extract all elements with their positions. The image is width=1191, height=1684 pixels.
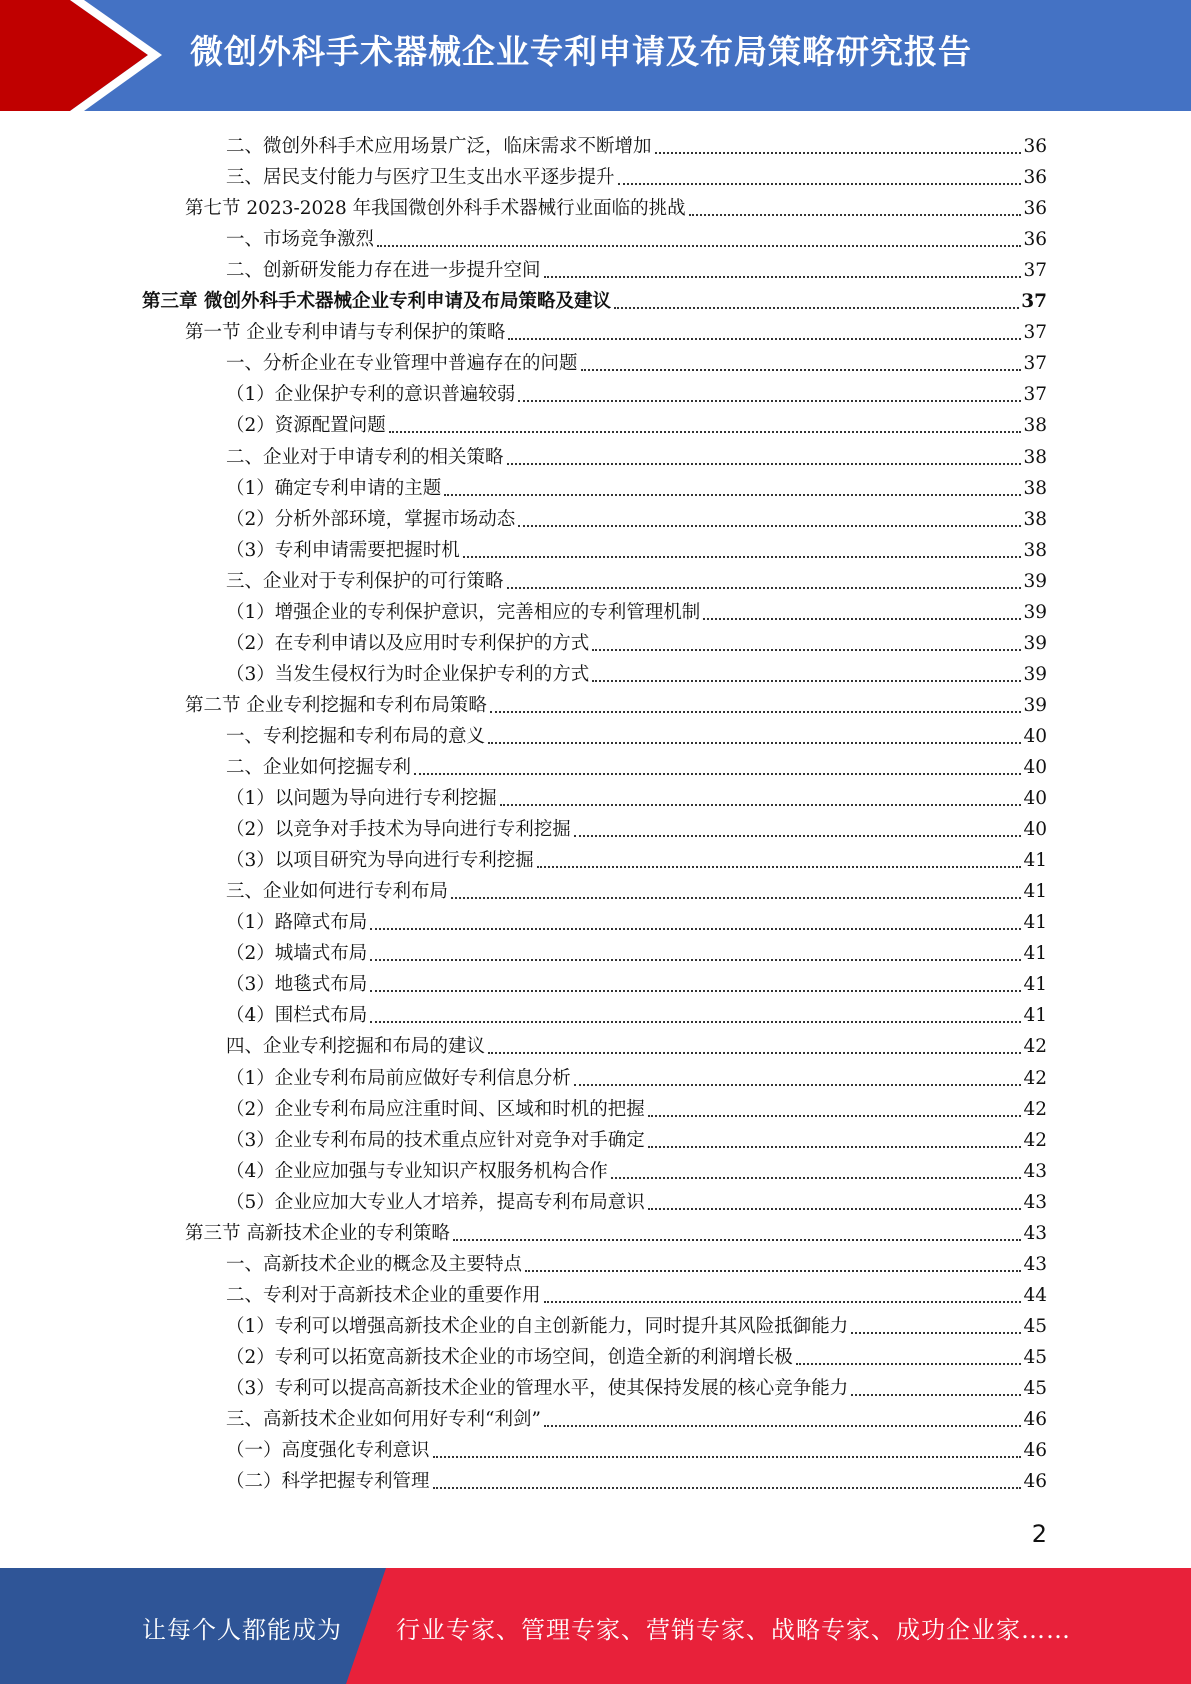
- toc-entry[interactable]: [226, 252, 1047, 283]
- toc-dot-leader: [648, 1208, 1022, 1210]
- toc-dot-leader: [655, 152, 1022, 154]
- toc-entry-page: 43: [1023, 1160, 1047, 1182]
- toc-entry-page: 39: [1023, 601, 1047, 623]
- toc-entry-page: 39: [1023, 570, 1047, 592]
- toc-dot-leader: [796, 1363, 1022, 1365]
- toc-entry-title: 三、居民支付能力与医疗卫生支出水平逐步提升: [226, 167, 615, 189]
- toc-entry-page: 37: [1023, 260, 1047, 282]
- toc-dot-leader: [444, 494, 1021, 496]
- toc-entry-page: 38: [1023, 508, 1047, 530]
- toc-entry[interactable]: [226, 780, 1047, 811]
- toc-dot-leader: [453, 1239, 1022, 1241]
- toc-dot-leader: [377, 245, 1021, 247]
- toc-entry[interactable]: [226, 1246, 1047, 1277]
- toc-entry-title: （3）专利可以提高高新技术企业的管理水平，使其保持发展的核心竞争能力: [226, 1378, 849, 1399]
- toc-entry[interactable]: [226, 1277, 1047, 1308]
- toc-entry[interactable]: [226, 873, 1047, 904]
- toc-entry[interactable]: [226, 128, 1047, 159]
- toc-entry-page: 43: [1023, 1222, 1047, 1244]
- toc-entry-title: 第二节 企业专利挖掘和专利布局策略: [185, 694, 487, 716]
- toc-dot-leader: [414, 773, 1021, 775]
- toc-entry[interactable]: [226, 1463, 1047, 1494]
- toc-entry[interactable]: [226, 532, 1047, 563]
- toc-entry-page: 40: [1023, 725, 1047, 747]
- toc-entry-title: 第三节 高新技术企业的专利策略: [185, 1222, 450, 1244]
- toc-entry[interactable]: [226, 594, 1047, 625]
- toc-entry-page: 42: [1023, 1098, 1047, 1120]
- toc-dot-leader: [433, 1456, 1022, 1458]
- toc-entry-title: （1）增强企业的专利保护意识，完善相应的专利管理机制: [226, 601, 701, 623]
- toc-entry-page: 37: [1023, 322, 1047, 344]
- toc-entry-title: （4）围栏式布局: [226, 1005, 368, 1027]
- toc-dot-leader: [648, 1115, 1022, 1117]
- toc-entry-title: （3）专利申请需要把握时机: [226, 539, 460, 561]
- toc-entry[interactable]: [226, 1122, 1047, 1153]
- toc-entry-page: 41: [1023, 881, 1047, 903]
- toc-dot-leader: [370, 1021, 1021, 1023]
- toc-entry[interactable]: [226, 501, 1047, 532]
- toc-entry[interactable]: [226, 470, 1047, 501]
- toc-entry-page: 36: [1023, 198, 1047, 220]
- toc-entry-title: 二、创新研发能力存在进一步提升空间: [226, 260, 541, 282]
- toc-dot-leader: [544, 1425, 1022, 1427]
- toc-dot-leader: [544, 276, 1022, 278]
- toc-entry-title: 三、高新技术企业如何用好专利“利剑”: [226, 1409, 541, 1431]
- toc-dot-leader: [389, 431, 1022, 433]
- toc-entry-page: 46: [1023, 1409, 1047, 1431]
- toc-entry-page: 37: [1023, 384, 1047, 406]
- toc-entry-page: 39: [1023, 663, 1047, 685]
- toc-entry[interactable]: [226, 1432, 1047, 1463]
- toc-dot-leader: [500, 804, 1022, 806]
- toc-dot-leader: [451, 897, 1021, 899]
- toc-dot-leader: [537, 866, 1022, 868]
- toc-entry-page: 40: [1023, 757, 1047, 778]
- toc-entry-page: 42: [1023, 1036, 1047, 1058]
- toc-dot-leader: [370, 959, 1021, 961]
- toc-entry-page: 41: [1023, 912, 1047, 934]
- toc-entry[interactable]: [226, 1401, 1047, 1432]
- toc-entry[interactable]: [226, 749, 1047, 780]
- toc-entry-page: 36: [1023, 136, 1047, 157]
- toc-entry-title: （2）企业专利布局应注重时间、区域和时机的把握: [226, 1098, 645, 1120]
- toc-entry-title: 第三章 微创外科手术器械企业专利申请及布局策略及建议: [142, 291, 611, 313]
- toc-entry-title: （1）路障式布局: [226, 912, 368, 934]
- toc-entry-title: （2）专利可以拓宽高新技术企业的市场空间，创造全新的利润增长极: [226, 1346, 793, 1368]
- toc-entry-page: 46: [1023, 1440, 1047, 1462]
- toc-entry[interactable]: [226, 997, 1047, 1028]
- toc-entry[interactable]: [226, 563, 1047, 594]
- toc-entry-page: 41: [1023, 1005, 1047, 1027]
- toc-entry-title: （二）科学把握专利管理: [226, 1471, 430, 1493]
- toc-entry-title: （2）在专利申请以及应用时专利保护的方式: [226, 632, 590, 654]
- toc-entry[interactable]: [185, 190, 1047, 221]
- toc-entry-page: 41: [1023, 974, 1047, 996]
- toc-dot-leader: [851, 1394, 1021, 1396]
- toc-entry[interactable]: [226, 1028, 1047, 1059]
- toc-entry-page: 43: [1023, 1253, 1047, 1275]
- toc-entry[interactable]: [226, 842, 1047, 873]
- toc-dot-leader: [851, 1332, 1021, 1334]
- toc-dot-leader: [544, 1301, 1022, 1303]
- toc-dot-leader: [592, 649, 1021, 651]
- toc-dot-leader: [507, 587, 1022, 589]
- toc-entry-page: 39: [1023, 632, 1047, 654]
- toc-entry-title: 三、企业如何进行专利布局: [226, 881, 449, 903]
- toc-dot-leader: [611, 1177, 1022, 1179]
- toc-dot-leader: [574, 835, 1022, 837]
- toc-entry-title: 二、企业对于申请专利的相关策略: [226, 446, 504, 468]
- page-number: 2: [1031, 1520, 1047, 1548]
- toc-dot-leader: [463, 556, 1022, 558]
- toc-dot-leader: [433, 1487, 1022, 1489]
- toc-dot-leader: [507, 463, 1022, 465]
- toc-entry[interactable]: [226, 904, 1047, 935]
- toc-entry[interactable]: [226, 1060, 1047, 1091]
- toc-dot-leader: [648, 1146, 1022, 1148]
- toc-entry[interactable]: [226, 407, 1047, 438]
- toc-dot-leader: [618, 183, 1022, 185]
- toc-entry[interactable]: [226, 1370, 1047, 1401]
- toc-entry-page: 38: [1023, 415, 1047, 437]
- toc-entry-title: （2）资源配置问题: [226, 415, 386, 437]
- toc-entry-title: （2）以竞争对手技术为导向进行专利挖掘: [226, 819, 571, 841]
- toc-entry-title: （1）确定专利申请的主题: [226, 477, 442, 499]
- toc-entry[interactable]: [226, 376, 1047, 407]
- toc-entry-page: 40: [1023, 788, 1047, 810]
- toc-dot-leader: [370, 990, 1021, 992]
- toc-entry[interactable]: [226, 656, 1047, 687]
- toc-entry-title: 四、企业专利挖掘和布局的建议: [226, 1036, 486, 1058]
- toc-entry[interactable]: [226, 811, 1047, 842]
- toc-entry-title: （3）地毯式布局: [226, 974, 368, 996]
- toc-entry-page: 39: [1023, 694, 1047, 716]
- toc-entry[interactable]: [142, 283, 1047, 314]
- toc-entry-title: 一、市场竞争激烈: [226, 229, 375, 251]
- toc-entry[interactable]: [226, 221, 1047, 252]
- toc-entry-title: （1）专利可以增强高新技术企业的自主创新能力，同时提升其风险抵御能力: [226, 1315, 849, 1337]
- toc-dot-leader: [703, 618, 1021, 620]
- toc-entry[interactable]: [226, 1153, 1047, 1184]
- toc-dot-leader: [592, 680, 1021, 682]
- toc-entry-title: 三、企业对于专利保护的可行策略: [226, 570, 504, 592]
- toc-dot-leader: [581, 369, 1022, 371]
- toc-entry-title: （2）城墙式布局: [226, 943, 368, 965]
- toc-entry-title: 二、企业如何挖掘专利: [226, 757, 412, 778]
- toc-entry[interactable]: [226, 1339, 1047, 1370]
- toc-entry[interactable]: [226, 718, 1047, 749]
- toc-entry-title: 第一节 企业专利申请与专利保护的策略: [185, 322, 506, 344]
- toc-entry-page: 44: [1023, 1284, 1047, 1306]
- toc-entry-title: （3）以项目研究为导向进行专利挖掘: [226, 850, 534, 872]
- toc-entry-page: 36: [1023, 167, 1047, 189]
- report-footer: [0, 1568, 1191, 1684]
- toc-entry-page: 38: [1023, 477, 1047, 499]
- toc-entry-title: （5）企业应加大专业人才培养，提高专利布局意识: [226, 1191, 645, 1213]
- toc-entry-title: 二、微创外科手术应用场景广泛，临床需求不断增加: [226, 136, 652, 157]
- report-header: [0, 0, 1191, 111]
- toc-entry-page: 46: [1023, 1471, 1047, 1493]
- toc-dot-leader: [614, 307, 1019, 309]
- toc-entry[interactable]: [226, 439, 1047, 470]
- toc-entry[interactable]: [226, 159, 1047, 190]
- toc-dot-leader: [508, 338, 1021, 340]
- toc-entry-page: 45: [1023, 1346, 1047, 1368]
- footer-slogan-right: 行业专家、管理专家、营销专家、战略专家、成功企业家……: [396, 1616, 1071, 1644]
- toc-entry[interactable]: [226, 1308, 1047, 1339]
- toc-entry[interactable]: [185, 314, 1047, 345]
- toc-entry-page: 37: [1021, 291, 1047, 313]
- toc-entry[interactable]: [185, 1215, 1047, 1246]
- toc-dot-leader: [689, 214, 1022, 216]
- toc-entry[interactable]: [226, 625, 1047, 656]
- toc-entry-title: （2）分析外部环境，掌握市场动态: [226, 508, 516, 530]
- toc-entry-title: （一）高度强化专利意识: [226, 1440, 430, 1462]
- toc-entry[interactable]: [226, 935, 1047, 966]
- toc-entry-page: 40: [1023, 819, 1047, 841]
- toc-dot-leader: [488, 1052, 1021, 1054]
- toc-entry[interactable]: [185, 687, 1047, 718]
- toc-entry-page: 38: [1023, 539, 1047, 561]
- toc-entry-title: （1）企业专利布局前应做好专利信息分析: [226, 1067, 571, 1089]
- toc-dot-leader: [518, 400, 1021, 402]
- toc-dot-leader: [488, 742, 1021, 744]
- footer-slogan-left: 让每个人都能成为: [142, 1616, 342, 1644]
- toc-entry-title: （3）当发生侵权行为时企业保护专利的方式: [226, 663, 590, 685]
- toc-dot-leader: [370, 928, 1021, 930]
- toc-entry-title: 一、分析企业在专业管理中普遍存在的问题: [226, 353, 578, 375]
- toc-entry-title: 一、高新技术企业的概念及主要特点: [226, 1253, 523, 1275]
- toc-entry-page: 41: [1023, 943, 1047, 965]
- toc-entry-title: （1）以问题为导向进行专利挖掘: [226, 788, 497, 810]
- toc-entry-title: （3）企业专利布局的技术重点应针对竞争对手确定: [226, 1129, 645, 1151]
- toc-entry-page: 45: [1023, 1315, 1047, 1337]
- toc-dot-leader: [518, 525, 1021, 527]
- toc-entry-page: 43: [1023, 1191, 1047, 1213]
- toc-entry[interactable]: [226, 1184, 1047, 1215]
- toc-entry[interactable]: [226, 1091, 1047, 1122]
- toc-entry-title: （1）企业保护专利的意识普遍较弱: [226, 384, 516, 406]
- toc-entry-page: 45: [1023, 1378, 1047, 1399]
- toc-dot-leader: [574, 1084, 1022, 1086]
- toc-entry-page: 36: [1023, 229, 1047, 251]
- toc-entry-title: 二、专利对于高新技术企业的重要作用: [226, 1284, 541, 1306]
- toc-entry-page: 42: [1023, 1067, 1047, 1089]
- toc-dot-leader: [525, 1270, 1021, 1272]
- toc-entry[interactable]: [226, 345, 1047, 376]
- toc-dot-leader: [490, 711, 1022, 713]
- toc-entry[interactable]: [226, 966, 1047, 997]
- report-title: 微创外科手术器械企业专利申请及布局策略研究报告: [190, 32, 972, 71]
- toc-entry-page: 37: [1023, 353, 1047, 375]
- toc-entry-page: 41: [1023, 850, 1047, 872]
- toc-entry-title: 一、专利挖掘和专利布局的意义: [226, 725, 486, 747]
- toc-entry-page: 38: [1023, 446, 1047, 468]
- toc-entry-page: 42: [1023, 1129, 1047, 1151]
- toc-entry-title: 第七节 2023-2028 年我国微创外科手术器械行业面临的挑战: [185, 198, 686, 220]
- toc-entry-title: （4）企业应加强与专业知识产权服务机构合作: [226, 1160, 608, 1182]
